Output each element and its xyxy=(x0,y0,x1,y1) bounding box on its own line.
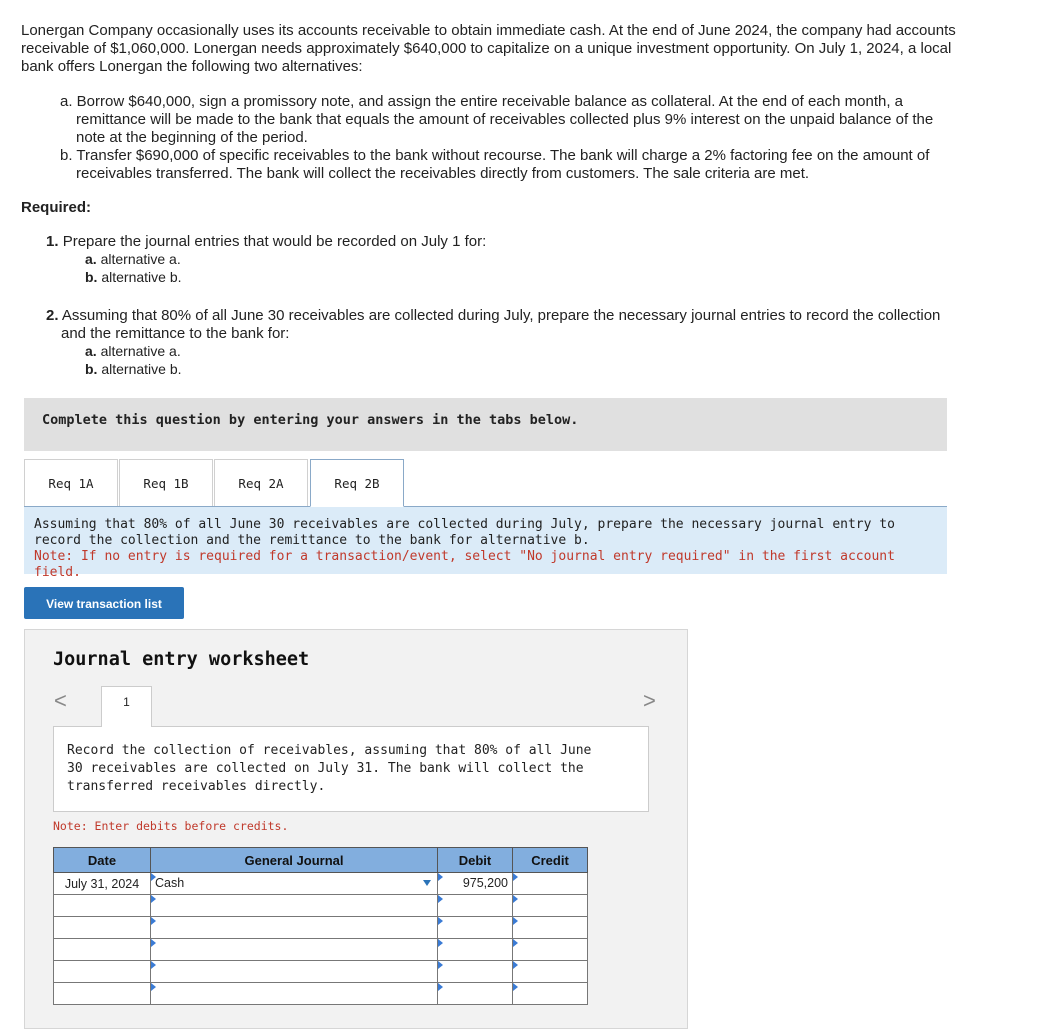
credit-input[interactable] xyxy=(513,873,588,895)
credit-input[interactable] xyxy=(513,983,588,1005)
requirement-instructions xyxy=(24,507,947,580)
instruction-note: Note: If no entry is required for a transaction/event, select "No journal entry required" in the first account field. xyxy=(34,549,895,580)
debits-note: Note: Enter debits before credits. xyxy=(53,819,289,833)
date-cell[interactable] xyxy=(54,983,151,1005)
account-value: Cash xyxy=(155,876,185,890)
table-row xyxy=(54,983,588,1005)
next-entry-icon[interactable]: > xyxy=(643,688,656,713)
date-cell[interactable] xyxy=(54,939,151,961)
sub-label: b. xyxy=(85,269,98,285)
account-select[interactable] xyxy=(151,895,438,917)
table-row xyxy=(54,961,588,983)
sub-label: b. xyxy=(85,361,98,377)
question-2-number: 2. xyxy=(46,307,59,324)
sub-text: alternative a. xyxy=(100,343,181,359)
sub-label: a. xyxy=(85,343,97,359)
banner-text: Complete this question by entering your answers in the tabs below. xyxy=(42,412,579,428)
credit-input[interactable] xyxy=(513,939,588,961)
date-header: Date xyxy=(54,848,151,873)
q2-sub-a xyxy=(85,343,181,359)
date-cell[interactable] xyxy=(54,961,151,983)
account-select[interactable] xyxy=(151,873,438,895)
date-cell[interactable] xyxy=(54,895,151,917)
account-select[interactable] xyxy=(151,983,438,1005)
debit-input[interactable] xyxy=(438,873,513,895)
q1-sub-b xyxy=(85,269,182,285)
table-row xyxy=(54,939,588,961)
tab-req-1b[interactable]: Req 1B xyxy=(119,459,213,506)
credit-header: Credit xyxy=(513,848,588,873)
tab-req-1a[interactable]: Req 1A xyxy=(24,459,118,506)
sub-label: a. xyxy=(85,251,97,267)
tab-req-2a[interactable]: Req 2A xyxy=(214,459,308,506)
entry-page-tab[interactable]: 1 xyxy=(101,686,152,727)
question-1-number: 1. xyxy=(46,233,59,250)
date-cell[interactable] xyxy=(54,917,151,939)
general-journal-header: General Journal xyxy=(151,848,438,873)
account-select[interactable] xyxy=(151,939,438,961)
sub-text: alternative b. xyxy=(101,361,182,377)
credit-input[interactable] xyxy=(513,895,588,917)
account-select[interactable] xyxy=(151,961,438,983)
question-1 xyxy=(46,233,486,251)
account-select[interactable] xyxy=(151,917,438,939)
table-row xyxy=(54,917,588,939)
table-row xyxy=(54,895,588,917)
intro-paragraph: Lonergan Company occasionally uses its accounts receivable to obtain immediate cash. At the end of June 2024, the company had accounts receivable of $1,060,000. Lonergan needs approximately $640,000 to capitalize on a unique investment opportunity. On July 1, 2024, a local bank offers Lonergan the following two alternatives: xyxy=(21,22,956,75)
entry-description xyxy=(53,726,649,812)
alternative-b: b. Transfer $690,000 of specific receivables to the bank without recourse. The bank will charge a 2% factoring fee on the amount of receivables transferred. The bank will collect the receivables directly from customers. The sale criteria are met. xyxy=(60,147,930,182)
required-heading: Required: xyxy=(21,199,92,216)
view-transaction-list-button[interactable]: View transaction list xyxy=(24,587,184,619)
question-2 xyxy=(46,307,941,343)
question-1-text: Prepare the journal entries that would be recorded on July 1 for: xyxy=(62,233,487,250)
instructions-banner xyxy=(24,398,947,451)
credit-input[interactable] xyxy=(513,917,588,939)
debit-value: 975,200 xyxy=(462,876,508,890)
alternative-a: a. Borrow $640,000, sign a promissory note, and assign the entire receivable balance as collateral. At the end of each month, a remittance will be made to the bank that equals the amount of receivables collected plus 9% interest on the unpaid balance of the note at the beginning of the period. xyxy=(60,93,934,146)
entry-description-text: Record the collection of receivables, assuming that 80% of all June 30 receivables are collected on July 31. The bank will collect the transferred receivables directly. xyxy=(67,743,592,794)
debit-header: Debit xyxy=(438,848,513,873)
journal-table xyxy=(53,847,588,1005)
debit-input[interactable] xyxy=(438,939,513,961)
debit-input[interactable] xyxy=(438,917,513,939)
question-2-text: Assuming that 80% of all June 30 receivables are collected during July, prepare the necessary journal entries to record the collection and the remittance to the bank for: xyxy=(61,307,941,342)
sub-text: alternative b. xyxy=(101,269,182,285)
debit-input[interactable] xyxy=(438,983,513,1005)
worksheet-title: Journal entry worksheet xyxy=(53,649,310,670)
tab-req-2b[interactable]: Req 2B xyxy=(310,459,404,507)
debit-input[interactable] xyxy=(438,895,513,917)
q1-sub-a xyxy=(85,251,181,267)
date-cell[interactable]: July 31, 2024 xyxy=(54,873,151,895)
prev-entry-icon[interactable]: < xyxy=(54,688,67,713)
chevron-down-icon[interactable] xyxy=(423,880,431,886)
instruction-text: Assuming that 80% of all June 30 receivables are collected during July, prepare the necessary journal entry to record the collection and the remittance to the bank for alternative b. xyxy=(34,517,895,548)
q2-sub-b xyxy=(85,361,182,377)
sub-text: alternative a. xyxy=(100,251,181,267)
table-row xyxy=(54,873,588,895)
debit-input[interactable] xyxy=(438,961,513,983)
credit-input[interactable] xyxy=(513,961,588,983)
